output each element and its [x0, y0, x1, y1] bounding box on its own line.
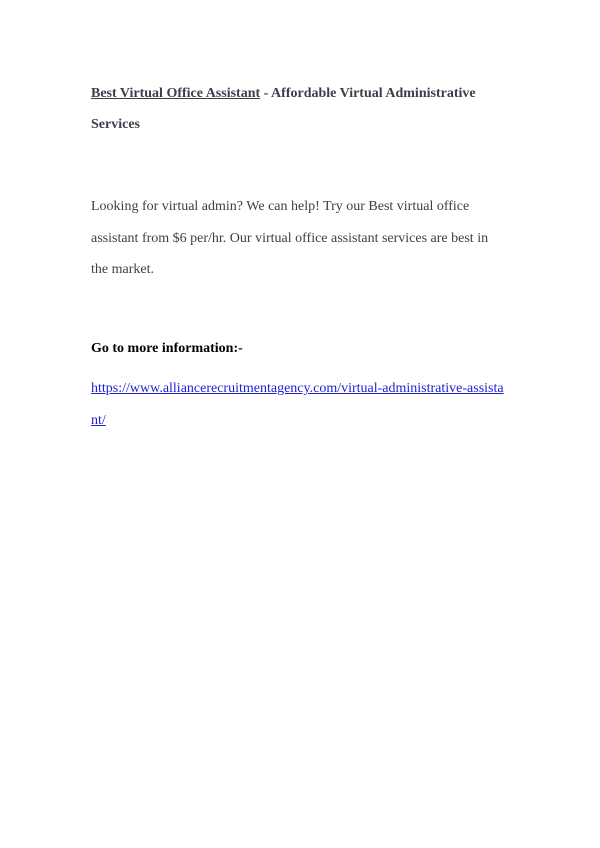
url-line-2: nt/ [91, 413, 106, 428]
heading-link[interactable]: Best Virtual Office Assistant [91, 86, 261, 101]
heading-subtitle-line1: - Affordable Virtual Administrative [260, 86, 476, 101]
heading-subtitle-line2: Services [91, 117, 140, 132]
more-info-label: Go to more information:- [91, 341, 243, 356]
body-paragraph [91, 191, 511, 286]
body-line-2: assistant from $6 per/hr. Our virtual office assistant services are best in [91, 230, 489, 246]
document-heading [91, 78, 521, 140]
more-info-url-link[interactable] [91, 373, 504, 437]
body-line-3: the market. [91, 262, 154, 277]
url-line-1: https://www.alliancerecruitmentagency.com/virtual-administrative-assista [91, 381, 504, 396]
body-line-1: Looking for virtual admin? We can help! Try our Best virtual office [91, 199, 470, 214]
